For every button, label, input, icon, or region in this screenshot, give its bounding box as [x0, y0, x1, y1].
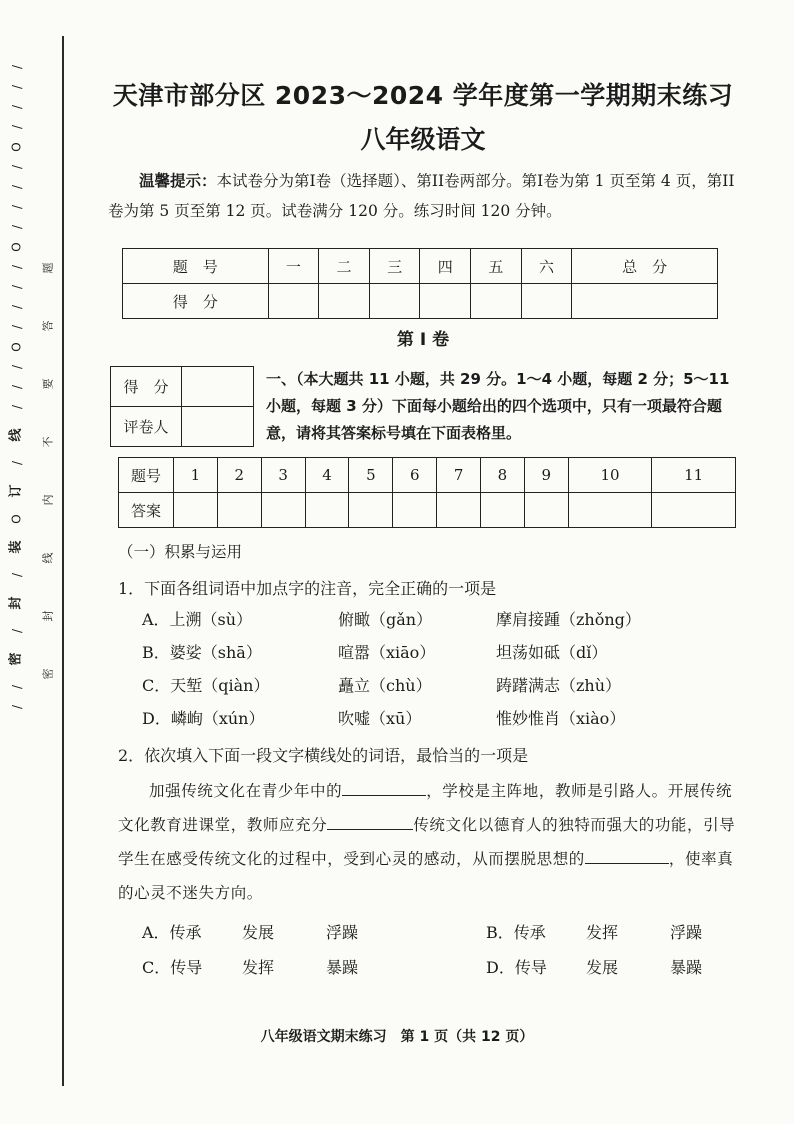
answer-table-answer-row	[119, 493, 736, 528]
q1-option-d-2: 吹嘘（xū）	[338, 709, 422, 728]
score-cell[interactable]	[268, 284, 319, 319]
grader-name-cell[interactable]	[182, 407, 254, 447]
q2-option-d-2: 发展	[586, 958, 619, 977]
q2-option-c-2: 发挥	[242, 958, 275, 977]
binding-inner-word: 内	[41, 494, 54, 506]
score-cell[interactable]	[572, 284, 718, 319]
volume-title: 第 I 卷	[396, 330, 450, 350]
score-table	[122, 248, 718, 319]
answer-cell[interactable]	[568, 493, 652, 528]
answer-number-cell: 6	[393, 458, 437, 493]
q2-option-b-2: 发挥	[586, 923, 619, 942]
binding-line	[62, 36, 64, 1086]
binding-inner-word: 线	[41, 552, 54, 564]
answer-cell[interactable]	[481, 493, 525, 528]
binding-outer-column	[6, 60, 28, 714]
binding-inner-column	[36, 260, 58, 682]
binding-mark: /	[9, 628, 24, 634]
q2-option-b-1: B．传承	[486, 923, 546, 942]
question-2-stem: 2．依次填入下面一段文字横线处的词语，最恰当的一项是	[118, 746, 529, 765]
answer-number-cell: 8	[481, 458, 525, 493]
binding-mark: /	[9, 404, 24, 410]
answer-table-number-row	[119, 458, 736, 493]
binding-word-feng: 封	[8, 596, 24, 610]
answer-number-cell: 9	[524, 458, 568, 493]
question-1-options	[142, 607, 738, 729]
score-header-cell: 总 分	[572, 249, 718, 284]
passage-blank-1[interactable]	[342, 777, 426, 796]
binding-mark: /	[9, 124, 24, 130]
binding-mark: O	[9, 342, 24, 352]
exam-subject: 八年级语文	[360, 125, 486, 154]
binding-mark: /	[9, 164, 24, 170]
answer-cell[interactable]	[217, 493, 261, 528]
q2-option-c-3: 暴躁	[326, 958, 359, 977]
q2-option-b-3: 浮躁	[670, 923, 703, 942]
score-header-cell: 一	[268, 249, 319, 284]
answer-number-cell: 7	[437, 458, 481, 493]
binding-mark: /	[9, 364, 24, 370]
binding-inner-word: 题	[41, 262, 54, 274]
score-cell[interactable]	[319, 284, 370, 319]
answer-cell[interactable]	[393, 493, 437, 528]
q1-option-b-2: 喧嚣（xiāo）	[338, 643, 436, 662]
answer-cell[interactable]	[174, 493, 218, 528]
score-cell[interactable]	[471, 284, 522, 319]
score-cell[interactable]	[521, 284, 572, 319]
score-header-cell: 四	[420, 249, 471, 284]
binding-mark: /	[9, 704, 24, 710]
grader-box	[110, 366, 254, 447]
answer-number-cell: 5	[349, 458, 393, 493]
score-row-label: 得 分	[123, 284, 269, 319]
score-cell[interactable]	[369, 284, 420, 319]
q1-option-b-1: B．婆娑（shā）	[142, 643, 262, 662]
score-header-cell: 六	[521, 249, 572, 284]
score-table-header-row	[123, 249, 718, 284]
binding-inner-word: 封	[41, 610, 54, 622]
q2-option-a-1: A．传承	[142, 923, 202, 942]
answer-cell[interactable]	[261, 493, 305, 528]
q1-option-a-1: A．上溯（sù）	[142, 610, 253, 629]
answer-number-cell: 3	[261, 458, 305, 493]
answer-label: 答案	[119, 493, 174, 528]
section1	[108, 366, 738, 447]
q1-option-d-1: D．嶙峋（xún）	[142, 709, 265, 728]
exam-page	[108, 76, 738, 978]
binding-mark: /	[9, 264, 24, 270]
binding-mark: /	[9, 204, 24, 210]
q1-option-a-2: 俯瞰（gǎn）	[338, 610, 433, 629]
answer-cell[interactable]	[652, 493, 736, 528]
answer-number-cell: 2	[217, 458, 261, 493]
exam-title: 天津市部分区 2023～2024 学年度第一学期期末练习	[112, 81, 734, 110]
grader-score-cell[interactable]	[182, 367, 254, 407]
question-2-passage	[118, 774, 738, 910]
binding-word-mi: 密	[8, 652, 24, 666]
answer-number-label: 题号	[119, 458, 174, 493]
binding-mark: /	[9, 384, 24, 390]
passage-part-3: 传统文化以德育人的独特而强大的功能，引导学生在感受传统文化的过程中，受到心灵的感动，从而摆脱思想的	[118, 816, 736, 868]
question-1-stem: 1．下面各组词语中加点字的注音，完全正确的一项是	[118, 579, 497, 598]
q2-option-a-2: 发展	[242, 923, 275, 942]
answer-table	[118, 457, 736, 528]
passage-blank-3[interactable]	[585, 845, 669, 864]
binding-inner-word: 要	[41, 378, 54, 390]
answer-cell[interactable]	[305, 493, 349, 528]
q1-option-c-3: 踌躇满志（zhù）	[496, 676, 622, 695]
page-footer: 八年级语文期末练习 第 1 页（共 12 页）	[260, 1029, 534, 1045]
q2-option-c-1: C．传导	[142, 958, 203, 977]
binding-mark: /	[9, 460, 24, 466]
score-table-score-row	[123, 284, 718, 319]
score-header-cell: 题 号	[123, 249, 269, 284]
binding-mark: /	[9, 324, 24, 330]
score-cell[interactable]	[420, 284, 471, 319]
notice-label: 温馨提示：	[139, 172, 217, 190]
answer-number-cell: 1	[174, 458, 218, 493]
binding-mark: /	[9, 104, 24, 110]
binding-mark: /	[9, 184, 24, 190]
binding-inner-word: 答	[41, 320, 54, 332]
binding-mark: /	[9, 572, 24, 578]
notice-paragraph	[108, 166, 738, 226]
q1-option-c-1: C．天堑（qiàn）	[142, 676, 270, 695]
score-header-cell: 三	[369, 249, 420, 284]
q2-option-d-1: D．传导	[486, 958, 547, 977]
q2-option-a-3: 浮躁	[326, 923, 359, 942]
q1-option-b-3: 坦荡如砥（dǐ）	[496, 643, 608, 662]
binding-inner-word: 密	[41, 668, 54, 680]
q1-option-c-2: 矗立（chù）	[338, 676, 432, 695]
binding-margin	[0, 0, 70, 1124]
binding-mark: O	[9, 514, 24, 524]
passage-part-1: 加强传统文化在青少年中的	[149, 782, 343, 800]
notice-text: 本试卷分为第I卷（选择题）、第II卷两部分。第I卷为第 1 页至第 4 页，第II卷为第 5 页至第 12 页。试卷满分 120 分。练习时间 120 分钟。	[108, 172, 735, 220]
binding-mark: /	[9, 304, 24, 310]
binding-mark: /	[9, 684, 24, 690]
answer-cell[interactable]	[437, 493, 481, 528]
question-2-options	[142, 920, 738, 978]
q1-option-d-3: 惟妙惟肖（xiào）	[496, 709, 626, 728]
score-header-cell: 五	[471, 249, 522, 284]
q2-option-d-3: 暴躁	[670, 958, 703, 977]
grader-name-label: 评卷人	[111, 407, 182, 447]
binding-word-xian: 线	[8, 428, 24, 442]
q1-option-a-3: 摩肩接踵（zhǒng）	[496, 610, 641, 629]
binding-mark: /	[9, 224, 24, 230]
binding-inner-word: 不	[41, 436, 54, 448]
section1-instructions: 一、（本大题共 11 小题，共 29 分。1～4 小题，每题 2 分；5～11 小题，每题 3 分）下面每小题给出的四个选项中，只有一项最符合题意，请将其答案标号填在下面表格里。	[266, 370, 730, 442]
answer-cell[interactable]	[349, 493, 393, 528]
binding-mark: O	[9, 142, 24, 152]
answer-number-cell: 4	[305, 458, 349, 493]
passage-blank-2[interactable]	[327, 811, 413, 830]
answer-number-cell: 10	[568, 458, 652, 493]
answer-number-cell: 11	[652, 458, 736, 493]
binding-word-zhuang: 装	[8, 540, 24, 554]
binding-mark: /	[9, 84, 24, 90]
binding-word-ding: 订	[8, 484, 24, 498]
binding-mark: O	[9, 242, 24, 252]
passage-part-4: ，使率真的心灵不迷失方向。	[118, 850, 734, 902]
binding-mark: /	[9, 284, 24, 290]
subsection-title: （一）积累与运用	[118, 543, 243, 561]
answer-cell[interactable]	[524, 493, 568, 528]
binding-mark: /	[9, 64, 24, 70]
passage-part-2: ，学校是主阵地，教师是引路人。开展传统文化教育进课堂，教师应充分	[118, 782, 733, 834]
score-header-cell: 二	[319, 249, 370, 284]
grader-score-label: 得 分	[111, 367, 182, 407]
